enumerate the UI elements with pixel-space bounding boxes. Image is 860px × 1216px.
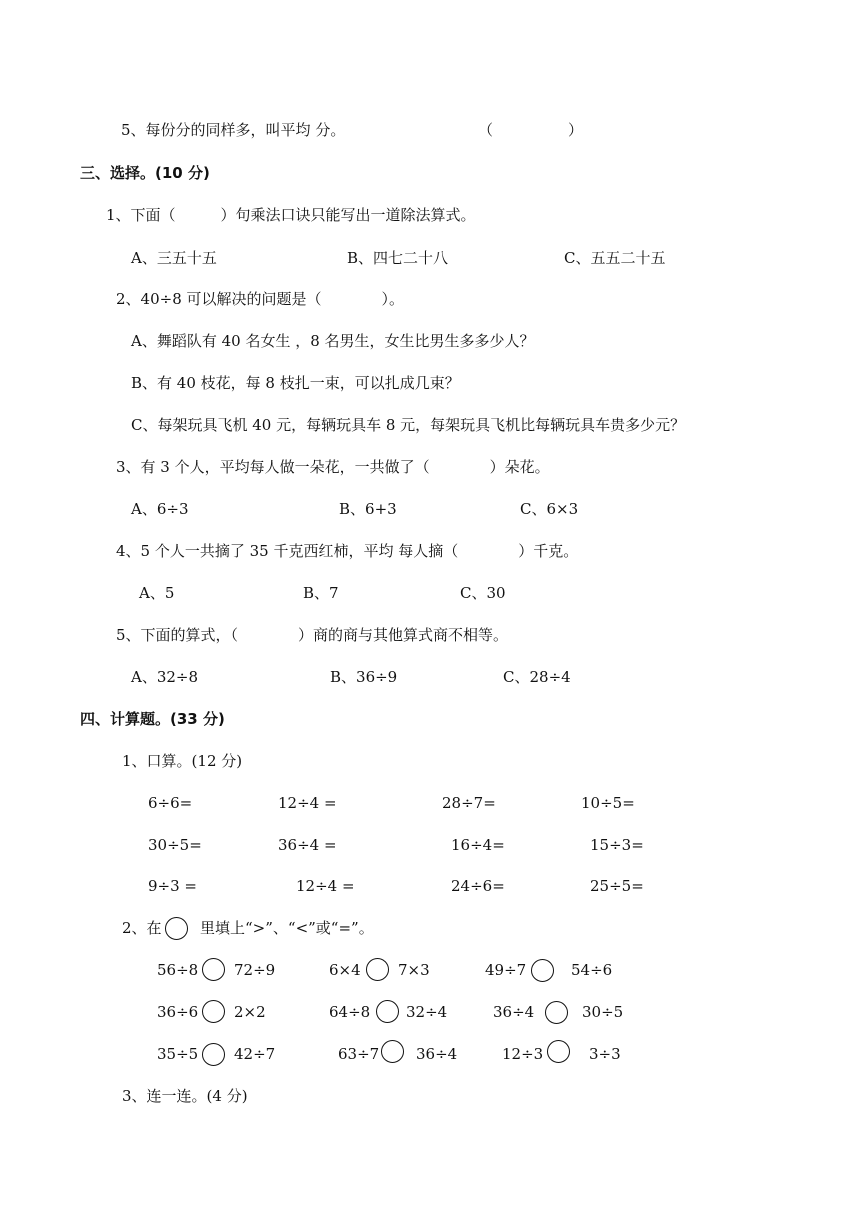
compare-left: 6×4 xyxy=(329,961,361,979)
arith-item: 16÷4= xyxy=(451,836,505,854)
arith-item: 12÷4 = xyxy=(278,794,337,812)
compare-circle[interactable] xyxy=(376,1000,399,1023)
compare-right: 2×2 xyxy=(234,1003,266,1021)
compare-circle[interactable] xyxy=(202,1043,225,1066)
choice-c[interactable]: C、28÷4 xyxy=(503,668,571,686)
section-title: 四、计算题。(33 分) xyxy=(80,710,225,728)
arith-item: 12÷4 = xyxy=(296,877,355,895)
choice-c[interactable]: C、五五二十五 xyxy=(564,249,666,267)
choice-b[interactable]: B、7 xyxy=(303,584,339,602)
arith-item: 10÷5= xyxy=(581,794,635,812)
compare-left: 36÷4 xyxy=(493,1003,535,1021)
question-stem: 5、下面的算式，（ ）商的商与其他算式商不相等。 xyxy=(116,626,509,644)
choice-c[interactable]: C、6×3 xyxy=(520,500,579,518)
subquestion-title: 2、在 xyxy=(122,919,162,937)
compare-right: 72÷9 xyxy=(234,961,276,979)
compare-right: 32÷4 xyxy=(406,1003,448,1021)
compare-circle[interactable] xyxy=(547,1040,570,1063)
compare-circle[interactable] xyxy=(202,1000,225,1023)
question-text: 5、每份分的同样多，叫平均 分。 xyxy=(121,121,346,139)
subquestion-title: 1、口算。(12 分) xyxy=(122,752,243,770)
compare-left: 12÷3 xyxy=(502,1045,544,1063)
arith-item: 30÷5= xyxy=(148,836,202,854)
arith-item: 36÷4 = xyxy=(278,836,337,854)
section-title: 三、选择。(10 分) xyxy=(80,164,210,182)
compare-right: 54÷6 xyxy=(571,961,613,979)
arith-item: 24÷6= xyxy=(451,877,505,895)
compare-circle[interactable] xyxy=(381,1040,404,1063)
choice-c[interactable]: C、30 xyxy=(460,584,506,602)
compare-left: 63÷7 xyxy=(338,1045,380,1063)
question-stem: 3、有 3 个人，平均每人做一朵花，一共做了（ ）朵花。 xyxy=(116,458,550,476)
compare-right: 42÷7 xyxy=(234,1045,276,1063)
question-stem: 2、40÷8 可以解决的问题是（ ）。 xyxy=(116,290,405,308)
compare-circle[interactable] xyxy=(366,958,389,981)
arith-item: 28÷7= xyxy=(442,794,496,812)
choice-b[interactable]: B、36÷9 xyxy=(330,668,398,686)
choice-b[interactable]: B、6+3 xyxy=(339,500,397,518)
compare-circle[interactable] xyxy=(531,959,554,982)
compare-left: 56÷8 xyxy=(157,961,199,979)
compare-circle[interactable] xyxy=(202,958,225,981)
question-stem: 4、5 个人一共摘了 35 千克西红柿，平均 每人摘（ ）千克。 xyxy=(116,542,579,560)
answer-blank[interactable]: （ ） xyxy=(478,121,584,139)
compare-right: 3÷3 xyxy=(589,1045,621,1063)
choice-a[interactable]: A、32÷8 xyxy=(131,668,199,686)
compare-circle[interactable] xyxy=(545,1001,568,1024)
choice-a[interactable]: A、6÷3 xyxy=(131,500,189,518)
compare-right: 7×3 xyxy=(398,961,430,979)
compare-left: 49÷7 xyxy=(485,961,527,979)
compare-left: 36÷6 xyxy=(157,1003,199,1021)
compare-right: 30÷5 xyxy=(582,1003,624,1021)
question-stem: 1、下面（ ）句乘法口诀只能写出一道除法算式。 xyxy=(106,206,476,224)
choice-c[interactable]: C、每架玩具飞机 40 元，每辆玩具车 8 元，每架玩具飞机比每辆玩具车贵多少元？ xyxy=(131,416,686,434)
compare-left: 64÷8 xyxy=(329,1003,371,1021)
subquestion-title: 3、连一连。(4 分) xyxy=(122,1087,248,1105)
choice-a[interactable]: A、三五十五 xyxy=(131,249,217,267)
arith-item: 15÷3= xyxy=(590,836,644,854)
arith-item: 25÷5= xyxy=(590,877,644,895)
arith-item: 9÷3 = xyxy=(148,877,197,895)
compare-right: 36÷4 xyxy=(416,1045,458,1063)
subquestion-title: 里填上“>”、“<”或“=”。 xyxy=(200,919,374,937)
choice-a[interactable]: A、5 xyxy=(139,584,175,602)
compare-left: 35÷5 xyxy=(157,1045,199,1063)
compare-circle-icon xyxy=(165,917,188,940)
choice-b[interactable]: B、有 40 枝花，每 8 枝扎一束，可以扎成几束？ xyxy=(131,374,460,392)
choice-a[interactable]: A、舞蹈队有 40 名女生 ，8 名男生，女生比男生多多少人？ xyxy=(131,332,535,350)
arith-item: 6÷6= xyxy=(148,794,193,812)
choice-b[interactable]: B、四七二十八 xyxy=(347,249,449,267)
